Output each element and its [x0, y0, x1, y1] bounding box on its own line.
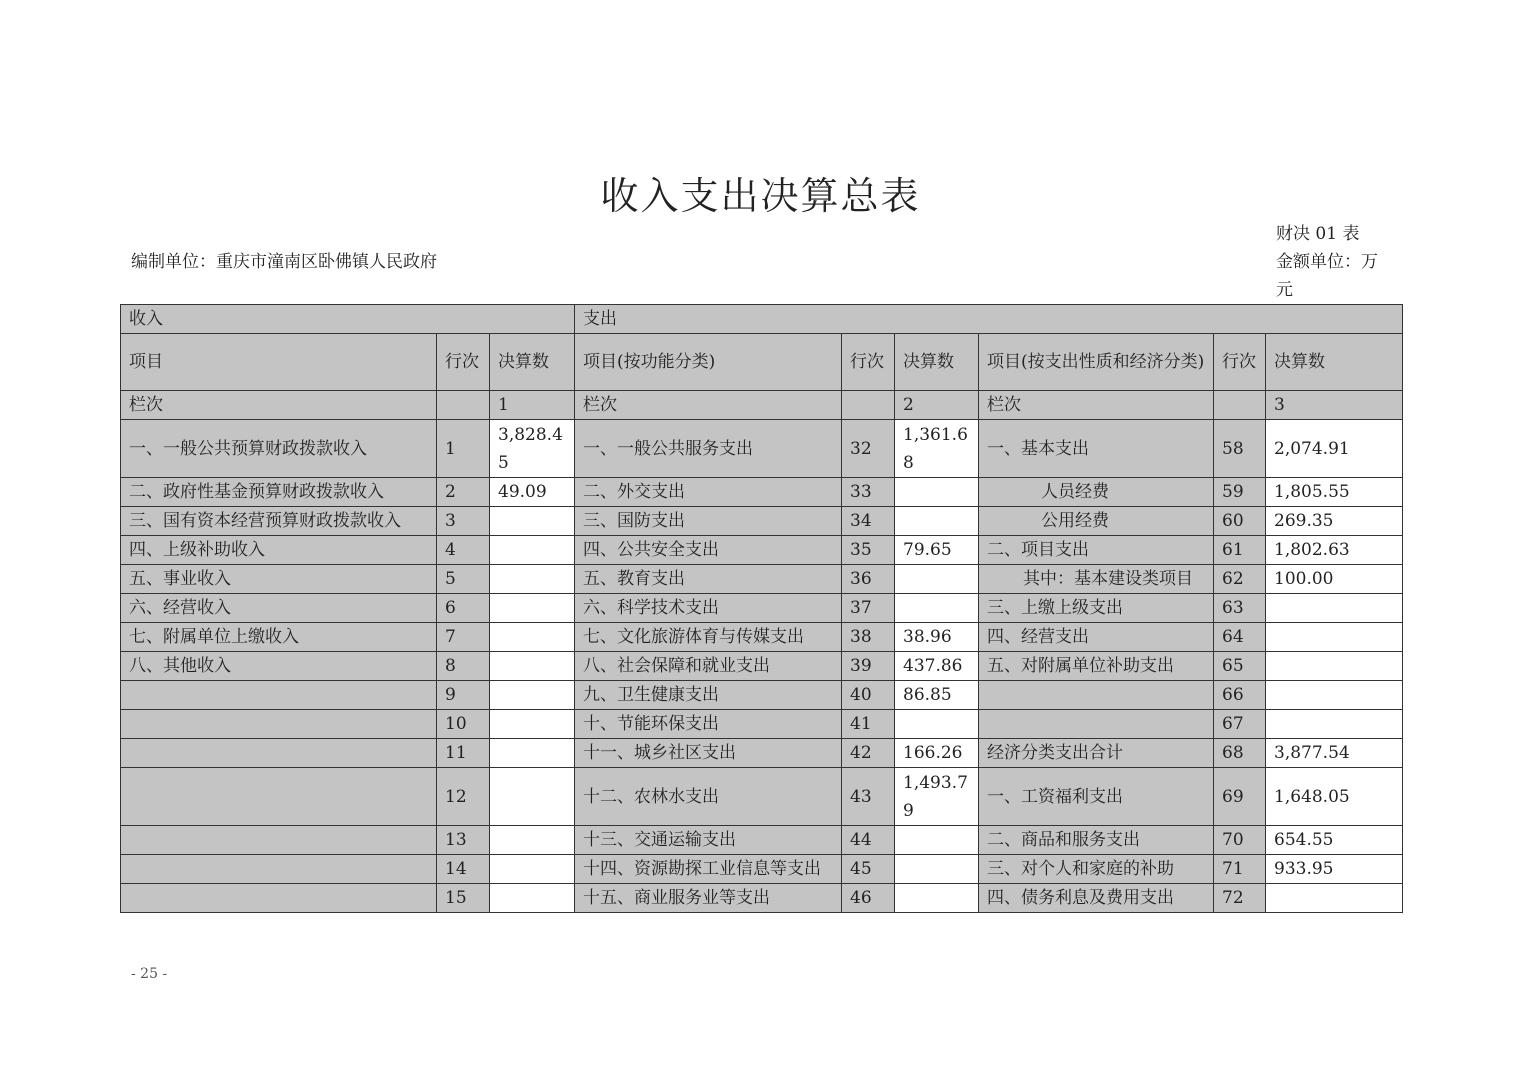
- income-amount: [490, 507, 575, 536]
- function-item: 八、社会保障和就业支出: [575, 652, 842, 681]
- table-row: [121, 507, 1403, 536]
- col-item-function: 项目(按功能分类): [575, 334, 842, 391]
- economic-row-number: 61: [1214, 536, 1266, 565]
- function-amount: 437.86: [895, 652, 979, 681]
- economic-row-number: 58: [1214, 420, 1266, 478]
- income-item: 四、上级补助收入: [121, 536, 437, 565]
- economic-row-number: 64: [1214, 623, 1266, 652]
- income-item: [121, 884, 437, 913]
- function-item: 九、卫生健康支出: [575, 681, 842, 710]
- economic-row-number: 72: [1214, 884, 1266, 913]
- income-row-number: 1: [437, 420, 490, 478]
- economic-item: 一、工资福利支出: [979, 768, 1214, 826]
- economic-row-number: 67: [1214, 710, 1266, 739]
- economic-amount: [1266, 884, 1403, 913]
- function-row-number: 43: [842, 768, 895, 826]
- economic-item: 四、债务利息及费用支出: [979, 884, 1214, 913]
- col-row-2: 行次: [842, 334, 895, 391]
- function-amount: 1,493.79: [895, 768, 979, 826]
- function-amount: 86.85: [895, 681, 979, 710]
- economic-item: 二、项目支出: [979, 536, 1214, 565]
- economic-row-number: 68: [1214, 739, 1266, 768]
- summary-table: [120, 304, 1403, 913]
- economic-amount: [1266, 594, 1403, 623]
- economic-item: 人员经费: [979, 478, 1214, 507]
- income-amount: [490, 652, 575, 681]
- income-amount: [490, 826, 575, 855]
- economic-amount: [1266, 623, 1403, 652]
- function-row-number: 42: [842, 739, 895, 768]
- income-amount: [490, 855, 575, 884]
- income-item: [121, 826, 437, 855]
- income-row-number: 12: [437, 768, 490, 826]
- function-item: 二、外交支出: [575, 478, 842, 507]
- table-row: [121, 478, 1403, 507]
- income-item: 七、附属单位上缴收入: [121, 623, 437, 652]
- income-amount: [490, 623, 575, 652]
- economic-row-number: 70: [1214, 826, 1266, 855]
- column-number-row: [121, 391, 1403, 420]
- function-amount: 166.26: [895, 739, 979, 768]
- function-item: 七、文化旅游体育与传媒支出: [575, 623, 842, 652]
- economic-amount: 1,648.05: [1266, 768, 1403, 826]
- income-amount: [490, 884, 575, 913]
- function-row-number: 34: [842, 507, 895, 536]
- function-item: 三、国防支出: [575, 507, 842, 536]
- income-row-number: 7: [437, 623, 490, 652]
- function-amount: [895, 594, 979, 623]
- col-item-economic: 项目(按支出性质和经济分类): [979, 334, 1214, 391]
- economic-amount: 2,074.91: [1266, 420, 1403, 478]
- income-item: 二、政府性基金预算财政拨款收入: [121, 478, 437, 507]
- table-row: [121, 623, 1403, 652]
- income-amount: 3,828.45: [490, 420, 575, 478]
- function-item: 十二、农林水支出: [575, 768, 842, 826]
- income-amount: [490, 536, 575, 565]
- economic-amount: [1266, 652, 1403, 681]
- table-row: [121, 420, 1403, 478]
- function-row-number: 33: [842, 478, 895, 507]
- function-item: 五、教育支出: [575, 565, 842, 594]
- function-row-number: 36: [842, 565, 895, 594]
- function-row-number: 46: [842, 884, 895, 913]
- income-amount: [490, 739, 575, 768]
- economic-amount: 1,805.55: [1266, 478, 1403, 507]
- income-item: 六、经营收入: [121, 594, 437, 623]
- income-amount: [490, 768, 575, 826]
- economic-amount: [1266, 710, 1403, 739]
- economic-row-number: 69: [1214, 768, 1266, 826]
- economic-row-number: 60: [1214, 507, 1266, 536]
- economic-item: [979, 710, 1214, 739]
- function-item: 六、科学技术支出: [575, 594, 842, 623]
- income-row-number: 2: [437, 478, 490, 507]
- table-row: [121, 768, 1403, 826]
- function-item: 一、一般公共服务支出: [575, 420, 842, 478]
- amount-unit: 金额单位：万元: [1276, 252, 1378, 300]
- col-item: 项目: [121, 334, 437, 391]
- col-label-2: 栏次: [575, 391, 842, 420]
- table-row: [121, 681, 1403, 710]
- function-row-number: 38: [842, 623, 895, 652]
- income-row-number: 10: [437, 710, 490, 739]
- function-item: 十五、商业服务业等支出: [575, 884, 842, 913]
- table-row: [121, 884, 1403, 913]
- income-header: 收入: [121, 305, 575, 334]
- economic-item: 五、对附属单位补助支出: [979, 652, 1214, 681]
- function-amount: 79.65: [895, 536, 979, 565]
- function-item: 十三、交通运输支出: [575, 826, 842, 855]
- economic-row-number: 71: [1214, 855, 1266, 884]
- table-row: [121, 855, 1403, 884]
- function-amount: [895, 884, 979, 913]
- function-amount: [895, 826, 979, 855]
- page-number: - 25 -: [131, 966, 168, 982]
- income-item: 五、事业收入: [121, 565, 437, 594]
- economic-item: 三、对个人和家庭的补助: [979, 855, 1214, 884]
- col-amount-1: 决算数: [490, 334, 575, 391]
- function-amount: [895, 855, 979, 884]
- function-item: 四、公共安全支出: [575, 536, 842, 565]
- income-row-number: 14: [437, 855, 490, 884]
- economic-amount: 654.55: [1266, 826, 1403, 855]
- function-row-number: 41: [842, 710, 895, 739]
- economic-amount: 1,802.63: [1266, 536, 1403, 565]
- income-row-number: 15: [437, 884, 490, 913]
- income-amount: [490, 594, 575, 623]
- economic-item: 经济分类支出合计: [979, 739, 1214, 768]
- economic-amount: 100.00: [1266, 565, 1403, 594]
- compiler-unit: 编制单位：重庆市潼南区卧佛镇人民政府: [131, 252, 437, 272]
- function-item: 十四、资源勘探工业信息等支出: [575, 855, 842, 884]
- income-row-number: 11: [437, 739, 490, 768]
- economic-amount: [1266, 681, 1403, 710]
- function-amount: [895, 565, 979, 594]
- income-row-number: 3: [437, 507, 490, 536]
- income-amount: 49.09: [490, 478, 575, 507]
- col-row-3: 行次: [1214, 334, 1266, 391]
- income-item: [121, 739, 437, 768]
- function-amount: 38.96: [895, 623, 979, 652]
- economic-row-number: 63: [1214, 594, 1266, 623]
- table-row: [121, 826, 1403, 855]
- table-row: [121, 594, 1403, 623]
- col-amount-2: 决算数: [895, 334, 979, 391]
- col-number-1: 1: [490, 391, 575, 420]
- economic-row-number: 59: [1214, 478, 1266, 507]
- col-row-1: 行次: [437, 334, 490, 391]
- function-row-number: 44: [842, 826, 895, 855]
- income-amount: [490, 681, 575, 710]
- income-row-number: 9: [437, 681, 490, 710]
- function-row-number: 45: [842, 855, 895, 884]
- income-item: [121, 710, 437, 739]
- table-row: [121, 565, 1403, 594]
- income-item: 一、一般公共预算财政拨款收入: [121, 420, 437, 478]
- table-row: [121, 536, 1403, 565]
- income-amount: [490, 710, 575, 739]
- col-label-1: 栏次: [121, 391, 437, 420]
- economic-item: 二、商品和服务支出: [979, 826, 1214, 855]
- economic-row-number: 62: [1214, 565, 1266, 594]
- section-header-row: [121, 305, 1403, 334]
- economic-item: [979, 681, 1214, 710]
- col-number-3: 3: [1266, 391, 1403, 420]
- function-amount: [895, 478, 979, 507]
- income-row-number: 6: [437, 594, 490, 623]
- income-item: [121, 681, 437, 710]
- function-row-number: 37: [842, 594, 895, 623]
- function-amount: [895, 710, 979, 739]
- income-amount: [490, 565, 575, 594]
- income-row-number: 5: [437, 565, 490, 594]
- income-row-number: 13: [437, 826, 490, 855]
- function-amount: 1,361.68: [895, 420, 979, 478]
- function-row-number: 32: [842, 420, 895, 478]
- expense-header: 支出: [575, 305, 1403, 334]
- col-amount-3: 决算数: [1266, 334, 1403, 391]
- function-row-number: 40: [842, 681, 895, 710]
- economic-item: 四、经营支出: [979, 623, 1214, 652]
- income-item: 八、其他收入: [121, 652, 437, 681]
- income-row-number: 8: [437, 652, 490, 681]
- economic-item: 一、基本支出: [979, 420, 1214, 478]
- function-row-number: 39: [842, 652, 895, 681]
- economic-amount: 933.95: [1266, 855, 1403, 884]
- table-row: [121, 652, 1403, 681]
- table-row: [121, 739, 1403, 768]
- income-item: [121, 768, 437, 826]
- form-number: 财决 01 表: [1276, 224, 1360, 244]
- column-header-row: [121, 334, 1403, 391]
- col-number-2: 2: [895, 391, 979, 420]
- function-item: 十、节能环保支出: [575, 710, 842, 739]
- document-title: 收入支出决算总表: [600, 174, 921, 218]
- economic-item: 三、上缴上级支出: [979, 594, 1214, 623]
- table-row: [121, 710, 1403, 739]
- form-info: [1276, 220, 1394, 304]
- economic-item: 公用经费: [979, 507, 1214, 536]
- economic-amount: 269.35: [1266, 507, 1403, 536]
- economic-row-number: 65: [1214, 652, 1266, 681]
- col-label-3: 栏次: [979, 391, 1214, 420]
- income-row-number: 4: [437, 536, 490, 565]
- economic-item: 其中：基本建设类项目: [979, 565, 1214, 594]
- income-item: 三、国有资本经营预算财政拨款收入: [121, 507, 437, 536]
- economic-row-number: 66: [1214, 681, 1266, 710]
- function-item: 十一、城乡社区支出: [575, 739, 842, 768]
- function-amount: [895, 507, 979, 536]
- function-row-number: 35: [842, 536, 895, 565]
- income-item: [121, 855, 437, 884]
- economic-amount: 3,877.54: [1266, 739, 1403, 768]
